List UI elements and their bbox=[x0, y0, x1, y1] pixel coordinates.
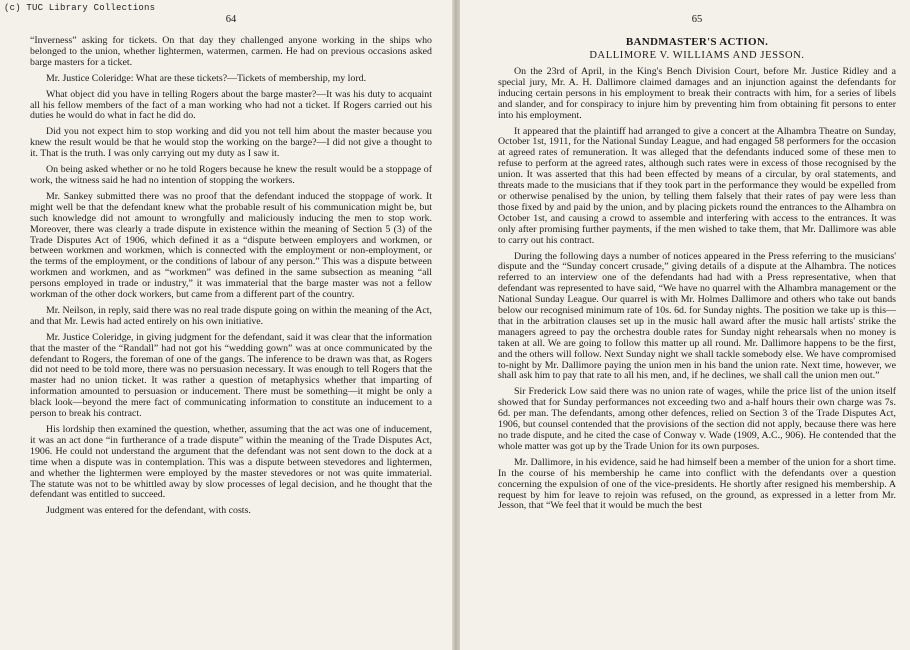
paragraph: On the 23rd of April, in the King's Bench Division Court, before Mr. Justice Ridley and a special jury, Mr. A. H. Dallimore claimed damages and an injunction against the defendants for inducing certain persons in his employment to break their contracts with him, for a series of libels and slander, and for conspiracy to injure him by preventing him from obtaining fit persons to enter into his employment. bbox=[498, 66, 896, 121]
paragraph: During the following days a number of notices appeared in the Press referring to the musicians' dispute and the “Sunday concert crusade,” giving details of a dispute at the Alhambra. The notices referred to an interview one of the defendants had had with a Press representative, when that defendant was represented to have said, “We have no quarrel with the Alhambra management or the National Sunday League. Our quarrel is with Mr. Holmes Dallimore and others who take out bands below our recognised minimum rate of 10s. 6d. for Sunday nights. The position we take up is this—that in the arbitration clauses set up in the music hall award after the music hall artists' strike the managers agreed to pay the orchestra double rates for Sunday night rehearsals when no money is taken at all. We are going to follow this matter up all round. Mr. Dallimore happens to be the first, and the others will follow. Next Sunday night we shall tackle somebody else. We have compromised to-night by Mr. Dallimore paying the union men in his band the union rate. Next time, however, we shall ask him to pay that rate to all his men, and, if he declines, we shall call the union men out.” bbox=[498, 250, 896, 382]
paragraph: Mr. Justice Coleridge: What are these tickets?—Tickets of membership, my lord. bbox=[46, 72, 367, 84]
paragraph: On being asked whether or no he told Rogers because he knew the result would be a stoppage of work, the witness said he had no intention of stopping the workers. bbox=[30, 164, 432, 186]
paragraph: Judgment was entered for the defendant, with costs. bbox=[46, 505, 251, 517]
paragraph: Mr. Justice Coleridge, in giving judgment for the defendant, said it was clear that the information that the master of the “Randall” had not got his “wedding gown” was at once communicated by the defendant to Rogers, the foreman of one of the gangs. The inference to be drawn was that, as Rogers did not need to be told more, there was no persuasion necessary. It was enough to tell Rogers that the master had no union ticket. It was rather a question of metaphysics whether that imparting of information amounted to persuasion or inducement. There must be something—it might be only a black look—beyond the mere fact of communicating information to constitute an inducement to a person to break his contract. bbox=[30, 331, 432, 420]
copyright-watermark: (c) TUC Library Collections bbox=[4, 3, 156, 13]
paragraph: “Inverness” asking for tickets. On that day they challenged anyone working in the ships who belonged to the union, whether lightermen, watermen, carmen. He had on previous occasions asked barge masters for a ticket. bbox=[30, 35, 432, 68]
section-heading: BANDMASTER'S ACTION. bbox=[625, 36, 769, 48]
paragraph: Sir Frederick Low said there was no union rate of wages, while the price list of the union itself showed that for Sunday performances not exceeding two and a-half hours their own charge was 7s. 6d. per man. The defendants, among other defences, relied on Section 3 of the Trade Disputes Act, 1906, but counsel contended that the provisions of the section did not apply, because there was here no trade dispute, and he cited the case of Conway v. Wade (1909, A.C., 906). He contended that the whole matter was got up by the Trade Union for its own purposes. bbox=[498, 386, 896, 452]
paragraph: It appeared that the plaintiff had arranged to give a concert at the Alhambra Theatre on Sunday, October 1st, 1911, for the National Sunday League, and had engaged 58 performers for the occasion at agreed rates of remuneration. It was alleged that the defendants induced some of these men to refuse to perform at the agreed rates, although such rates were in excess of those recognised by the union. It was asserted that this had been effected by means of a circular, by oral statements, and threats made to the musicians that if they took part in the performance they would be expelled from or otherwise penalised by the union, by telling them falsely that their rates of pay were less than those fixed by and paid by the union, and by placing pickets round the entrances to the Alhambra on October 1st, and causing a crowd to assemble and interfering with access to the entrances. It was only after promising further payments, if the men wished to take them, that Mr. Dallimore was able to carry out his contract. bbox=[498, 125, 896, 246]
right-page bbox=[498, 14, 896, 642]
paragraph: His lordship then examined the question, whether, assuming that the act was one of inducement, it was an act done “in furtherance of a trade dispute” within the meaning of the Trade Disputes Act, 1906. He could not understand the argument that the defendant was not sent down to the dock at a time when a dispute was in contemplation. This was a dispute between stevedores and lightermen, and whether the lightermen were employed by the master stevedores or not was quite immaterial. The statute was not to be whittled away by slow processes of legal decision, and he thought that the defendant was entitled to succeed. bbox=[30, 424, 432, 501]
paragraph: Did you not expect him to stop working and did you not tell him about the master because you knew the result would be that he would stop the working on the barge?—I did not give a thought to it. That is the truth. I was only carrying out my duty as I saw it. bbox=[30, 126, 432, 160]
paragraph: Mr. Dallimore, in his evidence, said he had himself been a member of the union for a short time. In the course of his membership he came into conflict with the defendants over a question concerning the expulsion of one of the vice-presidents. He shortly after resigned his membership. A request by him for leave to rejoin was refused, on the ground, as expressed in a letter from Mr. Jesson, that “We feel that it would be much the best bbox=[498, 456, 896, 512]
page-number-right: 65 bbox=[691, 14, 703, 25]
paragraph: Mr. Sankey submitted there was no proof that the defendant induced the stoppage of work. It might well be that the defendant knew what the probable result of his communication might be, but such knowledge did not amount to wrongfully and maliciously inducing the men to stop work. Moreover, there was clearly a trade dispute in existence within the meaning of Section 5 (3) of the Trade Disputes Act of 1906, which defined it as a “dispute between employers and workmen, or between workmen and workmen, which is connected with the employment or non-employment, or the terms of the employment, or the conditions of labour of any person.” This was a dispute between workmen and workmen, and as “workmen” was defined in the same subsection as meaning “all persons employed in trade or industry,” it was immaterial that the barge master was not a fellow workman of the other dock workers, but came from a different part of the country. bbox=[30, 190, 432, 301]
book-gutter bbox=[452, 0, 460, 650]
left-page bbox=[30, 14, 432, 642]
page-number-left: 64 bbox=[225, 14, 237, 25]
paragraph: What object did you have in telling Rogers about the barge master?—It was his duty to acquaint all his fellow members of the fact of a man working who had not a ticket. If Rogers carried out his duties he would do what in fact he did do. bbox=[30, 88, 432, 122]
case-title: DALLIMORE V. WILLIAMS AND JESSON. bbox=[589, 50, 805, 61]
paragraph: Mr. Neilson, in reply, said there was no real trade dispute going on within the meaning of the Act, and that Mr. Lewis had acted entirely on his own initiative. bbox=[30, 304, 432, 327]
